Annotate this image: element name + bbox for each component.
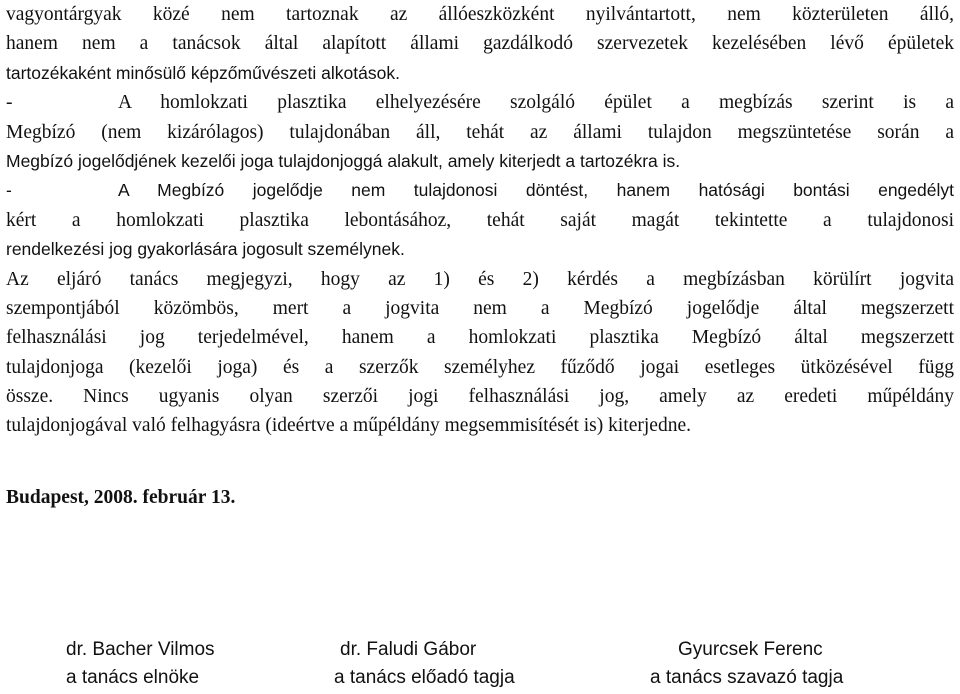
bullet-dash: - (6, 180, 12, 201)
bullet-first-line (6, 176, 954, 205)
text-line: Az eljáró tanács megjegyzi, hogy az 1) és 2) kérdés a megbízásban körülírt jogvita (6, 268, 954, 290)
signature-chair (66, 636, 215, 692)
text-line: tartozékaként minősülő képzőművészeti alkotások. (6, 62, 400, 83)
text-line: Megbízó jogelődjének kezelői joga tulajdonjoggá alakult, amely kiterjedt a tartozékra is. (6, 150, 681, 171)
signer-name: dr. Bacher Vilmos (66, 639, 215, 660)
text-line: kért a homlokzati plasztika lebontásához, tehát saját magát tekintette a tulajdonosi (6, 209, 954, 231)
signer-role: a tanács elnöke (66, 667, 200, 688)
text-line: össze. Nincs ugyanis olyan szerzői jogi felhasználási jog, amely az eredeti műpéldány (6, 386, 954, 408)
text-line: tulajdonjoga (kezelői joga) és a szerzők személyhez fűződő jogai esetleges ütközésével függ (6, 356, 954, 378)
text-line: A homlokzati plasztika elhelyezésére szolgáló épület a megbízás szerint is a (118, 92, 954, 114)
text-line: hanem nem a tanácsok által alapított állami gazdálkodó szervezetek kezelésében lévő épületek (6, 33, 954, 55)
signer-role: a tanács szavazó tagja (650, 667, 844, 688)
bullet-first-line (6, 88, 954, 117)
bullet-dash: - (6, 92, 13, 114)
spacer (6, 441, 954, 483)
text-line: A Megbízó jogelődje nem tulajdonosi döntést, hanem hatósági bontási engedélyt (118, 180, 954, 201)
date-line: Budapest, 2008. február 13. (6, 486, 236, 508)
text-line: szempontjából közömbös, mert a jogvita nem a Megbízó jogelődje által megszerzett (6, 297, 954, 319)
text-line: rendelkezési jog gyakorlására jogosult személynek. (6, 239, 405, 260)
signer-name: dr. Faludi Gábor (340, 639, 477, 660)
signer-name: Gyurcsek Ferenc (678, 639, 823, 660)
signer-role: a tanács előadó tagja (334, 667, 515, 688)
document-body (6, 0, 954, 512)
signature-rapporteur (334, 636, 515, 692)
bullet-paragraph-2 (6, 176, 954, 264)
main-paragraph (6, 265, 954, 441)
text-line: felhasználási jog terjedelmével, hanem a homlokzati plasztika Megbízó által megszerzett (6, 327, 954, 349)
bullet-paragraph-1 (6, 88, 954, 176)
signature-voting-member (650, 636, 843, 692)
intro-paragraph (6, 0, 954, 88)
text-line: tulajdonjogával való felhagyásra (ideértve a műpéldány megsemmisítését is) kiterjedne. (6, 415, 691, 437)
text-line: vagyontárgyak közé nem tartoznak az állóeszközként nyilvántartott, nem közterületen álló, (6, 4, 954, 25)
text-line: Megbízó (nem kizárólagos) tulajdonában áll, tehát az állami tulajdon megszüntetése során a (6, 121, 954, 143)
